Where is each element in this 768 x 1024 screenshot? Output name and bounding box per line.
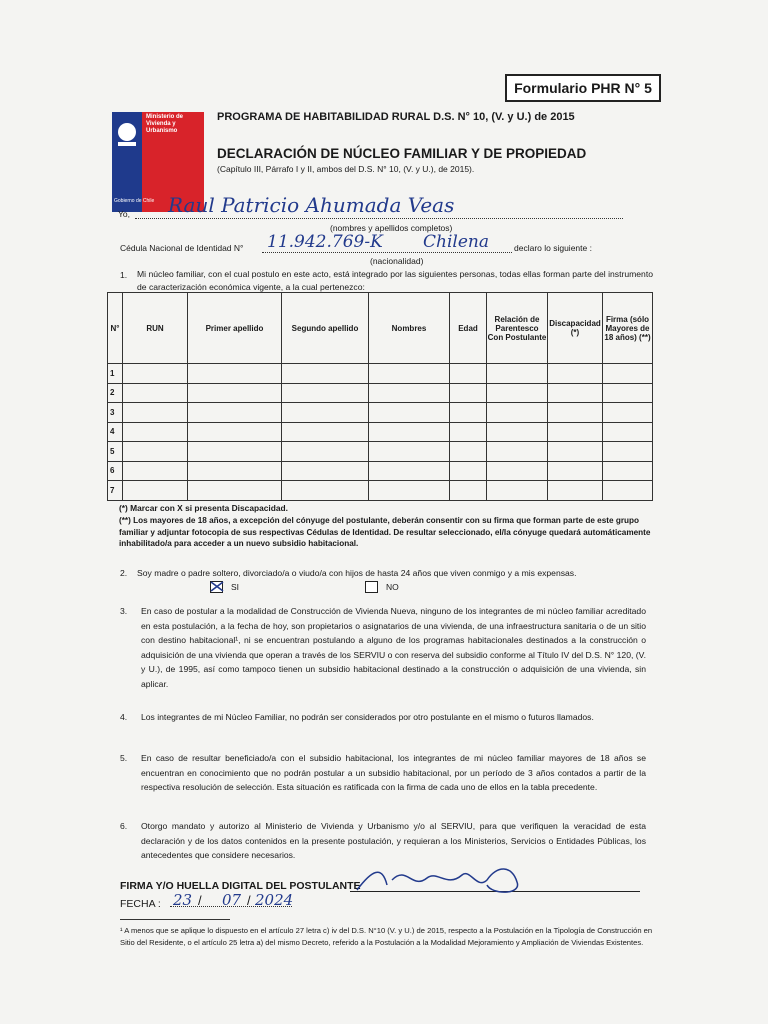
cell-run[interactable]: [123, 422, 188, 442]
cell-edad[interactable]: [450, 403, 487, 423]
table-row: [108, 403, 653, 423]
cell-discapacidad[interactable]: [548, 383, 603, 403]
nationality-caption: (nacionalidad): [370, 256, 424, 266]
cell-firma[interactable]: [603, 461, 653, 481]
item3-text: En caso de postular a la modalidad de Construcción de Vivienda Nueva, ninguno de los integrantes de mi núcleo familiar acreditado en esta postulación, a la fecha de hoy, son propietarios o asignatarios de una vivienda, de una infraestructura sanitaria o de un sitio con destino habitacional¹, ni se encuentran postulando a alguno de los programas habitacionales destinados a la construcción o adquisición de una vivienda que operan a través de los SERVIU o con reserva del subsidio conforme al Título IV del D.S. N° 120, (V. y U.), de 1995, así como tampoco tienen un subsidio habitacional destinado a la construcción o adquisición de una vivienda, sin aplicar.: [141, 606, 646, 689]
signature-mark: [352, 860, 542, 898]
table-row: [108, 461, 653, 481]
item6-text: Otorgo mandato y autorizo al Ministerio de Vivienda y Urbanismo y/o al SERVIU, para que verifiquen la veracidad de esta declaración y de los datos contenidos en la presente postulación, y requieran a los Ministerios, Servicios o Entidades Públicas, los antecedentes que considere necesarios.: [141, 821, 646, 860]
col-run: RUN: [123, 293, 188, 364]
cell-nombres[interactable]: [369, 383, 450, 403]
item5-number: 5.: [120, 753, 128, 763]
cell-firma[interactable]: [603, 481, 653, 501]
cell-edad[interactable]: [450, 442, 487, 462]
item2-text: Soy madre o padre soltero, divorciado/a o viudo/a con hijos de hasta 24 años que viven conmigo y a mis expensas.: [137, 568, 577, 578]
label-si: SI: [231, 582, 240, 592]
cell-primer-apellido[interactable]: [188, 422, 282, 442]
table-row: [108, 481, 653, 501]
cell-run[interactable]: [123, 403, 188, 423]
cell-relacion[interactable]: [487, 383, 548, 403]
footnote: ¹ A menos que se aplique lo dispuesto en el artículo 27 letra c) iv del D.S. N°10 (V. y U.) de 2015, respecto a la Postulación en la Tipología de Construcción en Sitio del Residente, o el artículo 25 letra a) del mismo Decreto, referido a la Postulación a la Modalidad Mejoramiento y Ampliación de Viviendas Existentes.: [120, 926, 653, 947]
cell-edad[interactable]: [450, 481, 487, 501]
item4-text: Los integrantes de mi Núcleo Familiar, no podrán ser considerados por otro postulante en el mismo o futuros llamados.: [141, 712, 594, 722]
col-n: N°: [108, 293, 123, 364]
col-firma: Firma (sólo Mayores de 18 años) (**): [603, 293, 653, 364]
option-no[interactable]: [365, 581, 399, 593]
cedula-label: Cédula Nacional de Identidad N°: [120, 243, 244, 253]
form-title: Formulario PHR N° 5: [505, 74, 661, 102]
item1-number: 1.: [120, 270, 128, 280]
row-number: 2: [108, 383, 123, 403]
item4-number: 4.: [120, 712, 128, 722]
cell-discapacidad[interactable]: [548, 403, 603, 423]
program-title: PROGRAMA DE HABITABILIDAD RURAL D.S. N° 10, (V. y U.) de 2015: [217, 111, 575, 123]
cell-discapacidad[interactable]: [548, 481, 603, 501]
logo-line-3: Urbanismo: [146, 128, 178, 134]
name-handwritten: Raul Patricio Ahumada Veas: [168, 193, 455, 217]
cell-nombres[interactable]: [369, 422, 450, 442]
col-edad: Edad: [450, 293, 487, 364]
cell-nombres[interactable]: [369, 364, 450, 384]
cell-segundo-apellido[interactable]: [282, 364, 369, 384]
cell-run[interactable]: [123, 364, 188, 384]
cell-discapacidad[interactable]: [548, 422, 603, 442]
fecha-day: 23: [173, 891, 193, 909]
cell-firma[interactable]: [603, 442, 653, 462]
firma-label: FIRMA Y/O HUELLA DIGITAL DEL POSTULANTE: [120, 880, 361, 892]
row-number: 4: [108, 422, 123, 442]
col-primer-apellido: Primer apellido: [188, 293, 282, 364]
cell-edad[interactable]: [450, 422, 487, 442]
cell-segundo-apellido[interactable]: [282, 442, 369, 462]
label-no: NO: [386, 582, 399, 592]
cell-segundo-apellido[interactable]: [282, 383, 369, 403]
family-table: [107, 292, 653, 501]
col-nombres: Nombres: [369, 293, 450, 364]
cell-segundo-apellido[interactable]: [282, 461, 369, 481]
cell-run[interactable]: [123, 383, 188, 403]
cell-discapacidad[interactable]: [548, 364, 603, 384]
fecha-month: 07: [222, 891, 242, 909]
cell-run[interactable]: [123, 442, 188, 462]
cell-edad[interactable]: [450, 461, 487, 481]
cell-relacion[interactable]: [487, 364, 548, 384]
cell-segundo-apellido[interactable]: [282, 481, 369, 501]
table-header-row: [108, 293, 653, 364]
cell-firma[interactable]: [603, 383, 653, 403]
cell-primer-apellido[interactable]: [188, 383, 282, 403]
cell-relacion[interactable]: [487, 403, 548, 423]
cell-discapacidad[interactable]: [548, 442, 603, 462]
footnote-divider: [120, 919, 230, 920]
table-row: [108, 364, 653, 384]
cell-segundo-apellido[interactable]: [282, 422, 369, 442]
cell-discapacidad[interactable]: [548, 461, 603, 481]
nationality-handwritten: Chilena: [423, 232, 489, 252]
cell-nombres[interactable]: [369, 481, 450, 501]
cell-edad[interactable]: [450, 383, 487, 403]
item6-number: 6.: [120, 821, 128, 831]
col-relacion: Relación de Parentesco Con Postulante: [487, 293, 548, 364]
cell-relacion[interactable]: [487, 442, 548, 462]
cell-nombres[interactable]: [369, 403, 450, 423]
logo-gobierno: Gobierno de Chile: [114, 198, 155, 204]
cell-primer-apellido[interactable]: [188, 461, 282, 481]
note-mayores: (**) Los mayores de 18 años, a excepción del cónyuge del postulante, deberán consentir con su firma que forman parte de este grupo familiar y adjuntar fotocopia de sus respectivas Cédulas de Identidad. De resultar seleccionado, el/la cónyuge quedará automáticamente inhabilitado/a para acceder a un nuevo subsidio habitacional.: [119, 516, 651, 548]
cell-relacion[interactable]: [487, 461, 548, 481]
item5-text: En caso de resultar beneficiado/a con el subsidio habitacional, los integrantes de mi núcleo familiar mayores de 18 años se encuentran en conocimiento que no podrán postular a un subsidio habitacional, por un período de 3 años contados a partir de la respectiva resolución de selección. Esta situación es ratificada con la firma de cada uno de ellos en la tabla precedente.: [141, 753, 646, 792]
logo-line-1: Ministerio de: [146, 114, 184, 120]
cell-relacion[interactable]: [487, 481, 548, 501]
row-number: 5: [108, 442, 123, 462]
declaration-title: DECLARACIÓN DE NÚCLEO FAMILIAR Y DE PROPIEDAD: [217, 146, 587, 161]
cell-run[interactable]: [123, 461, 188, 481]
note-discapacidad: (*) Marcar con X si presenta Discapacidad.: [119, 503, 288, 513]
option-si[interactable]: [210, 581, 239, 593]
item3-number: 3.: [120, 606, 128, 616]
checkbox-no[interactable]: [365, 581, 378, 593]
col-discapacidad: Discapacidad (*): [548, 293, 603, 364]
cell-firma[interactable]: [603, 403, 653, 423]
cell-edad[interactable]: [450, 364, 487, 384]
cell-primer-apellido[interactable]: [188, 442, 282, 462]
checkbox-si[interactable]: [210, 581, 223, 593]
cell-run[interactable]: [123, 481, 188, 501]
table-row: [108, 383, 653, 403]
table-row: [108, 442, 653, 462]
table-row: [108, 422, 653, 442]
cell-primer-apellido[interactable]: [188, 403, 282, 423]
cell-primer-apellido[interactable]: [188, 481, 282, 501]
fecha-label: FECHA :: [120, 898, 161, 910]
cell-nombres[interactable]: [369, 442, 450, 462]
cell-relacion[interactable]: [487, 422, 548, 442]
cell-segundo-apellido[interactable]: [282, 403, 369, 423]
row-number: 7: [108, 481, 123, 501]
col-segundo-apellido: Segundo apellido: [282, 293, 369, 364]
cell-firma[interactable]: [603, 422, 653, 442]
row-number: 3: [108, 403, 123, 423]
row-number: 6: [108, 461, 123, 481]
item1-text: Mi núcleo familiar, con el cual postulo en este acto, está integrado por las siguientes personas, todas ellas forman parte del instrumento de caracterización económica vigente, a la cual pertenezco:: [137, 269, 653, 292]
yo-label: Yo,: [118, 209, 130, 219]
chapter-reference: (Capítulo III, Párrafo I y II, ambos del D.S. N° 10, (V. y U.), de 2015).: [217, 164, 475, 174]
declaro-text: declaro lo siguiente :: [514, 243, 592, 253]
fecha-year: 2024: [255, 891, 294, 909]
cedula-handwritten: 11.942.769-K: [267, 232, 383, 252]
item2-number: 2.: [120, 568, 128, 578]
cell-nombres[interactable]: [369, 461, 450, 481]
row-number: 1: [108, 364, 123, 384]
logo-line-2: Vivienda y: [146, 121, 176, 127]
cell-primer-apellido[interactable]: [188, 364, 282, 384]
name-caption: (nombres y apellidos completos): [330, 223, 453, 233]
cell-firma[interactable]: [603, 364, 653, 384]
